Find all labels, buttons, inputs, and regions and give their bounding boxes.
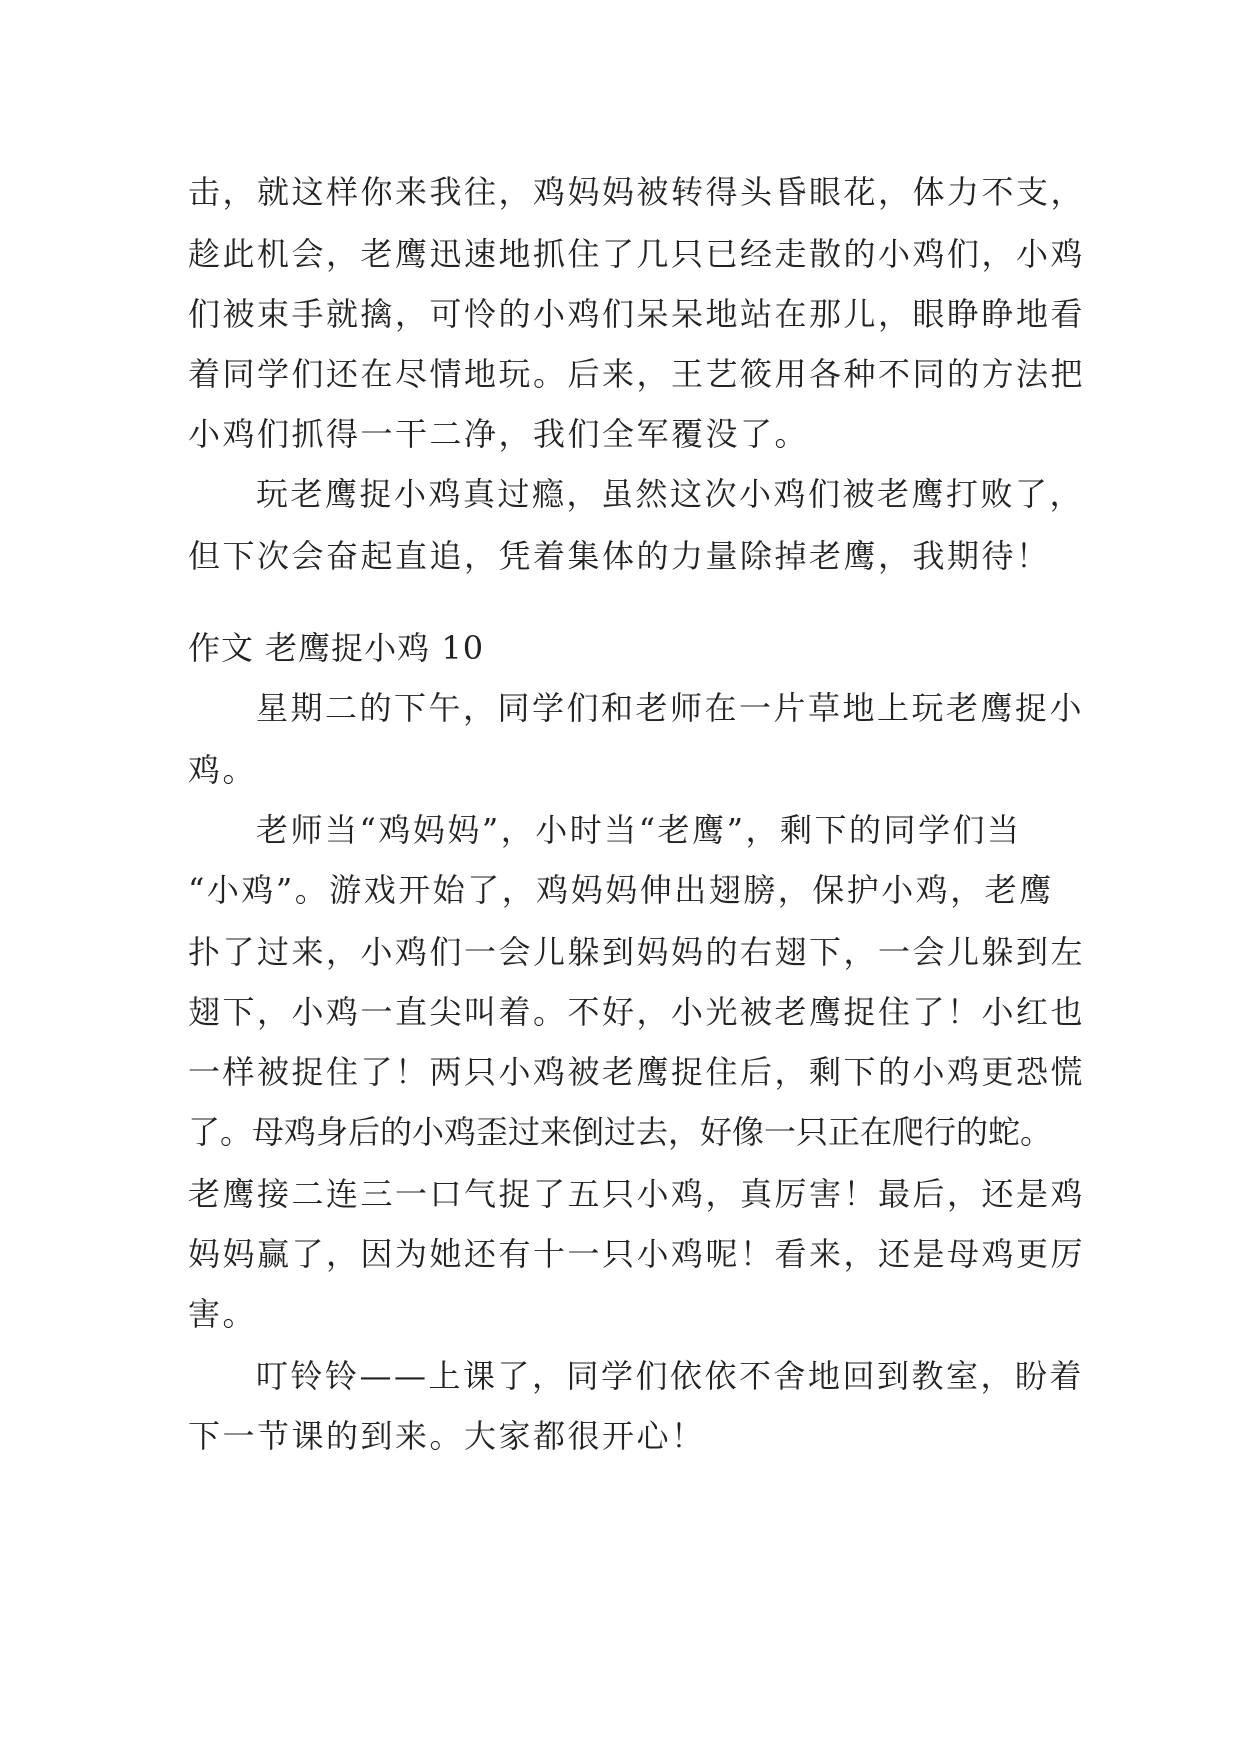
text-line: 下一节课的到来。大家都很开心！ [188,1417,706,1455]
text-line: 玩老鹰捉小鸡真过瘾，虽然这次小鸡们被老鹰打败了， [256,475,1085,513]
text-line: 妈妈赢了，因为她还有十一只小鸡呢！看来，还是母鸡更厉 [188,1235,1086,1273]
text-line: 鸡。 [188,751,258,789]
text-line: 老师当“鸡妈妈”，小时当“老鹰”，剩下的同学们当 [256,811,1022,849]
text-line: 击，就这样你来我往，鸡妈妈被转得头昏眼花，体力不支， [188,173,1086,211]
text-line: 害。 [188,1295,258,1333]
text-line: 小鸡们抓得一干二净，我们全军覆没了。 [188,415,810,453]
text-line: 但下次会奋起直追，凭着集体的力量除掉老鹰，我期待！ [188,537,1051,575]
text-line: 一样被捉住了！两只小鸡被老鹰捉住后，剩下的小鸡更恐慌 [188,1053,1086,1091]
text-line: 星期二的下午，同学们和老师在一片草地上玩老鹰捉小 [256,689,1085,727]
text-line: 叮铃铃——上课了，同学们依依不舍地回到教室，盼着 [256,1357,1085,1395]
text-line: “小鸡”。游戏开始了，鸡妈妈伸出翅膀，保护小鸡，老鹰 [188,871,1054,909]
text-line: 趁此机会，老鹰迅速地抓住了几只已经走散的小鸡们，小鸡 [188,235,1086,273]
text-line: 翅下，小鸡一直尖叫着。不好，小光被老鹰捉住了！小红也 [188,993,1086,1031]
text-line: 扑了过来，小鸡们一会儿躲到妈妈的右翅下，一会儿躲到左 [188,933,1086,971]
text-line: 们被束手就擒，可怜的小鸡们呆呆地站在那儿，眼睁睁地看 [188,295,1086,333]
article-title: 作文 老鹰捉小鸡 10 [188,629,485,667]
text-line: 着同学们还在尽情地玩。后来，王艺筱用各种不同的方法把 [188,355,1086,393]
text-line: 老鹰接二连三一口气捉了五只小鸡，真厉害！最后，还是鸡 [188,1175,1086,1213]
text-line: 了。母鸡身后的小鸡歪过来倒过去，好像一只正在爬行的蛇。 [188,1113,1053,1151]
